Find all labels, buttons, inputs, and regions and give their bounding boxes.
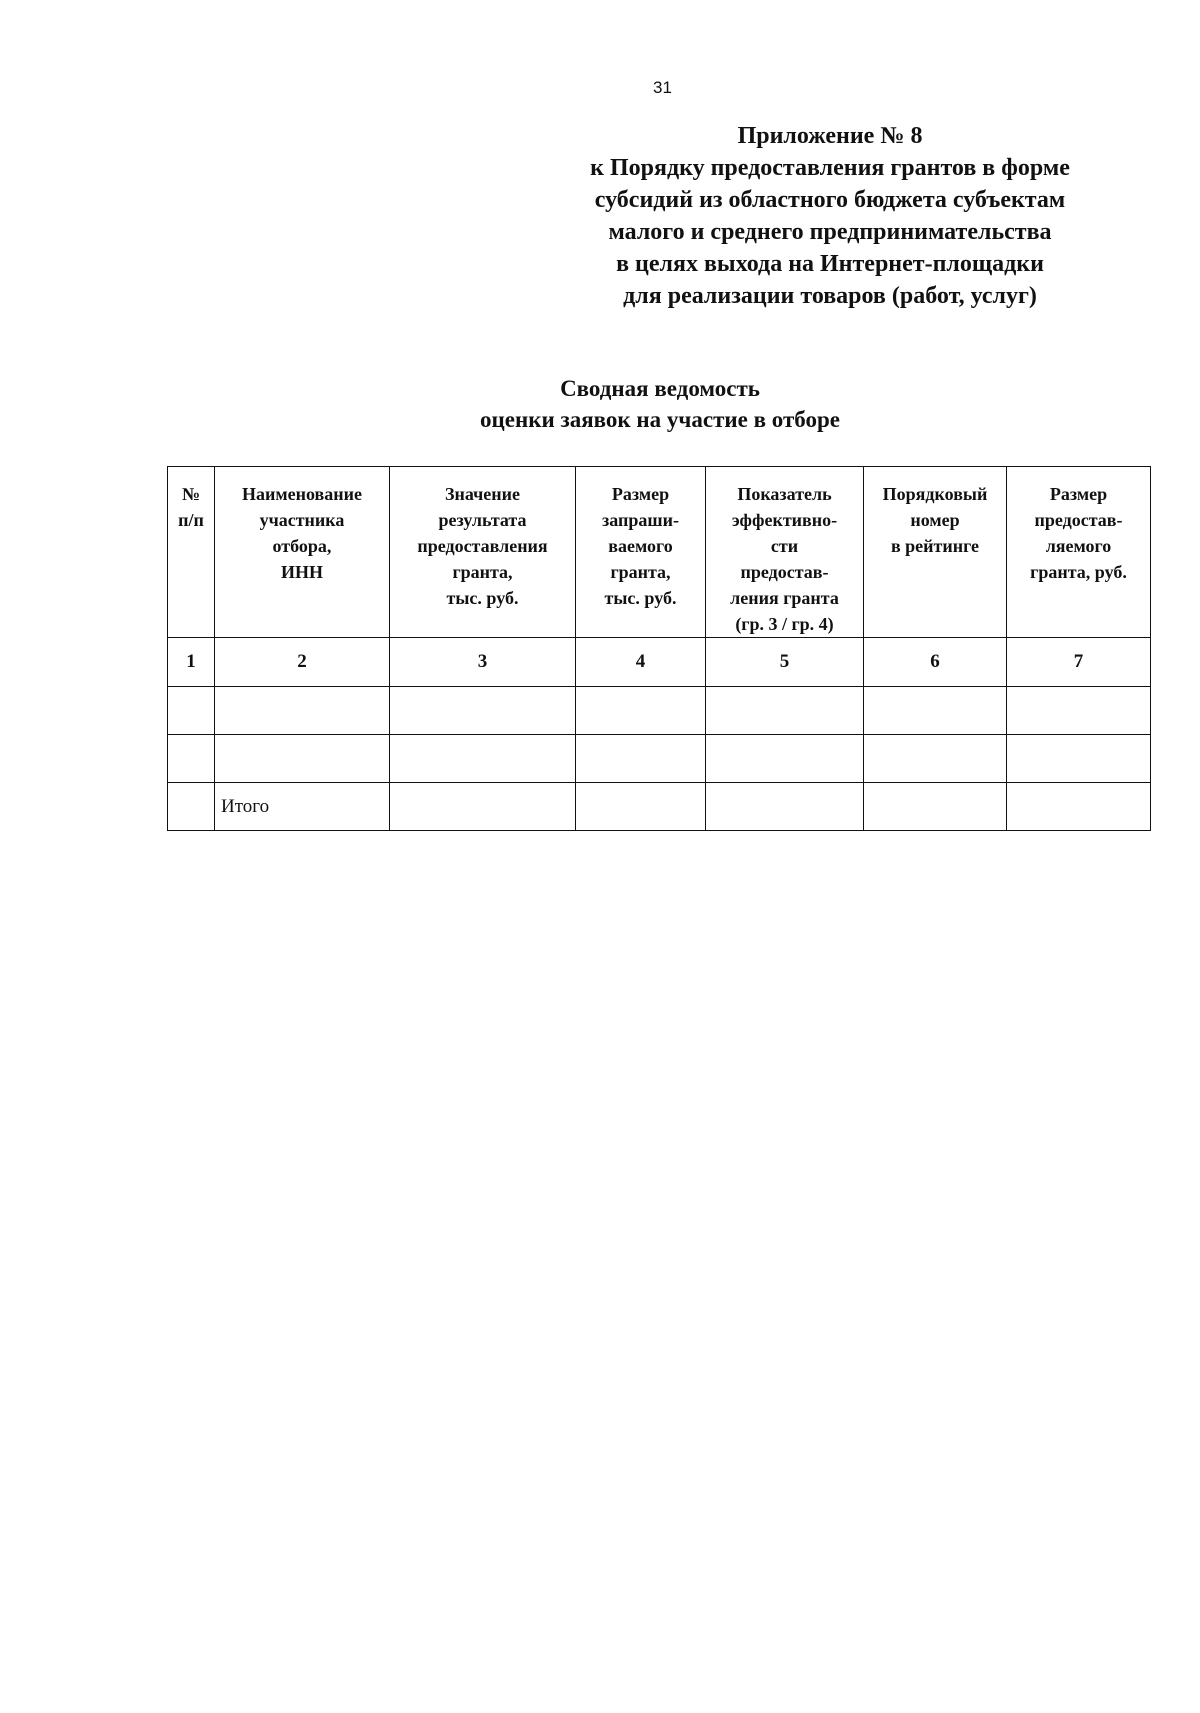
header-text: тыс. руб. xyxy=(604,588,677,608)
column-number: 4 xyxy=(576,638,706,687)
header-text: предостав- xyxy=(1034,510,1123,530)
appendix-line: малого и среднего предпринимательства xyxy=(608,219,1052,245)
header-cell-efficiency xyxy=(706,467,864,638)
header-text: номер xyxy=(910,510,960,530)
document-title xyxy=(380,373,940,435)
header-text: ваемого xyxy=(608,536,673,556)
header-text: предоставления xyxy=(417,536,548,556)
header-text: (гр. 3 / гр. 4) xyxy=(735,614,834,634)
header-text: запраши- xyxy=(602,510,679,530)
total-label: Итого xyxy=(215,783,390,831)
table-cell xyxy=(215,735,390,783)
header-text: в рейтинге xyxy=(890,536,980,556)
column-number: 7 xyxy=(1007,638,1151,687)
header-text: п/п xyxy=(178,510,204,530)
table-cell xyxy=(390,687,576,735)
appendix-line: Приложение № 8 xyxy=(737,123,923,149)
table-cell xyxy=(168,783,215,831)
header-text: ИНН xyxy=(280,562,323,582)
header-cell-requested-grant xyxy=(576,467,706,638)
document-title-line: оценки заявок на участие в отборе xyxy=(480,407,840,432)
table-cell xyxy=(576,735,706,783)
header-cell-rank xyxy=(864,467,1007,638)
header-text: гранта, xyxy=(610,562,671,582)
header-text: отбора, xyxy=(272,536,332,556)
summary-table xyxy=(167,466,1151,831)
table-cell xyxy=(706,783,864,831)
header-text: ляемого xyxy=(1045,536,1112,556)
header-text: Размер xyxy=(1049,484,1108,504)
header-text: гранта, xyxy=(452,562,513,582)
header-text: результата xyxy=(438,510,527,530)
document-title-line: Сводная ведомость xyxy=(560,376,760,401)
table-row xyxy=(168,735,1151,783)
table-cell xyxy=(390,783,576,831)
table-cell xyxy=(706,687,864,735)
appendix-line: для реализации товаров (работ, услуг) xyxy=(623,283,1037,309)
appendix-line: субсидий из областного бюджета субъектам xyxy=(594,187,1066,213)
appendix-heading xyxy=(530,120,1130,312)
column-number: 5 xyxy=(706,638,864,687)
header-text: гранта, руб. xyxy=(1030,562,1127,582)
header-text: участника xyxy=(259,510,345,530)
header-text: сти xyxy=(770,536,799,556)
header-text: Размер xyxy=(611,484,670,504)
table-cell xyxy=(576,687,706,735)
table-cell xyxy=(1007,735,1151,783)
header-text: Показатель xyxy=(737,484,832,504)
header-text: Порядковый xyxy=(882,484,988,504)
table-cell xyxy=(215,687,390,735)
header-text: тыс. руб. xyxy=(446,588,519,608)
page-number: 31 xyxy=(653,78,672,97)
header-cell-granted-amount xyxy=(1007,467,1151,638)
table-cell xyxy=(1007,687,1151,735)
header-cell-participant xyxy=(215,467,390,638)
column-number: 1 xyxy=(168,638,215,687)
table-cell xyxy=(390,735,576,783)
table-cell xyxy=(576,783,706,831)
column-number: 2 xyxy=(215,638,390,687)
header-row xyxy=(168,467,1151,638)
table-cell xyxy=(706,735,864,783)
table-cell xyxy=(168,687,215,735)
header-text: ления гранта xyxy=(730,588,839,608)
column-number: 3 xyxy=(390,638,576,687)
table-cell xyxy=(168,735,215,783)
header-cell-result-value xyxy=(390,467,576,638)
header-text: Наименование xyxy=(242,484,362,504)
table-row xyxy=(168,687,1151,735)
column-number-row xyxy=(168,638,1151,687)
table-cell xyxy=(864,783,1007,831)
appendix-line: в целях выхода на Интернет-площадки xyxy=(616,251,1044,277)
header-text: № xyxy=(181,484,201,504)
table-cell xyxy=(864,735,1007,783)
appendix-line: к Порядку предоставления грантов в форме xyxy=(590,155,1070,181)
header-cell-number xyxy=(168,467,215,638)
total-row xyxy=(168,783,1151,831)
header-text: эффективно- xyxy=(731,510,838,530)
column-number: 6 xyxy=(864,638,1007,687)
table-cell xyxy=(864,687,1007,735)
header-text: Значение xyxy=(444,484,521,504)
header-text: предостав- xyxy=(740,562,829,582)
table-cell xyxy=(1007,783,1151,831)
